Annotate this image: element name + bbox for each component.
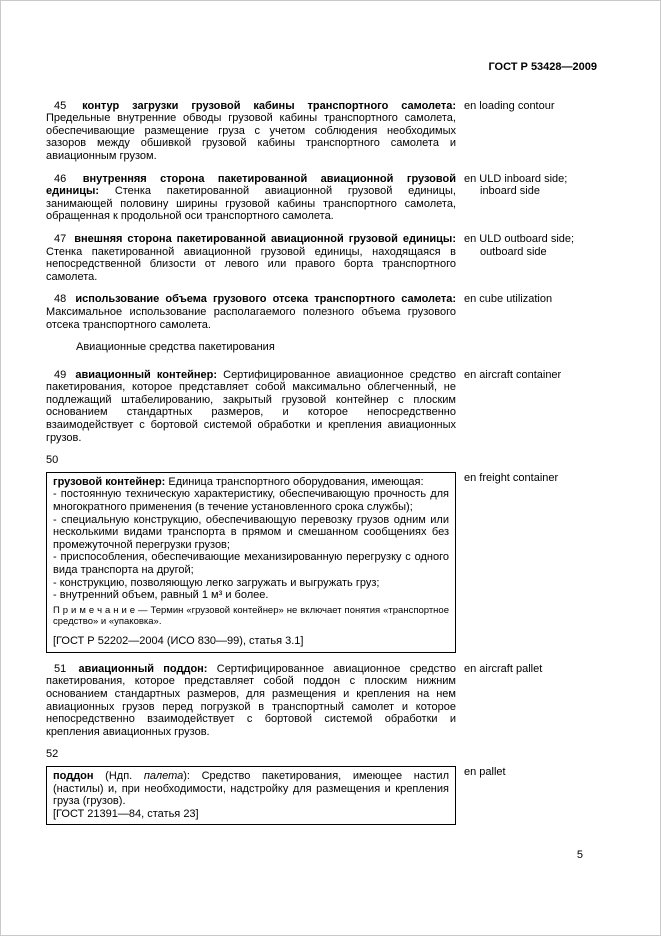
term-title: поддон xyxy=(53,769,94,782)
en-term: en aircraft container xyxy=(464,368,562,381)
term-paragraph xyxy=(46,173,456,223)
term-title: внешняя сторона пакетированной авиационной грузовой единицы: xyxy=(74,232,456,245)
term-paragraph xyxy=(46,233,456,283)
term-paragraph xyxy=(46,369,456,445)
box-term-paragraph xyxy=(53,476,449,489)
term-entry-47 xyxy=(46,233,597,283)
box-source: [ГОСТ 21391—84, статья 23] xyxy=(53,807,199,820)
ndp-term: палета xyxy=(143,769,184,782)
en-term-synonym: outboard side xyxy=(480,245,547,258)
term-definition: Предельные внутренние обводы грузовой кабины транспортного самолета, обеспечивающие размещение груза с учетом соблюдения необходимых зазоров между обшивкой грузовой кабины транспортного самолета и авиационным грузом. xyxy=(46,112,456,162)
box-list-item: - конструкцию, позволяющую легко загружать и выгружать груз; xyxy=(53,576,380,589)
term-entry-48 xyxy=(46,293,597,331)
en-term: en cube utilization xyxy=(464,293,553,306)
doc-id: ГОСТ Р 53428—2009 xyxy=(488,61,597,73)
term-definition: Стенка пакетированной авиационной грузовой единицы, занимающей половину ширины грузовой кабины транспортного самолета, обращенная к продольной оси транспортного самолета. xyxy=(46,185,456,223)
term-entry-46 xyxy=(46,173,597,223)
en-term: en ULD inboard side; xyxy=(464,172,568,185)
term-definition: Сертифицированное авиационное средство пакетирования, которое представляет собой поддон с плоским нижним основанием стандартных размеров, для размещения и крепления на нем авиационных грузов перед погрузкой в транспортный самолет и которое непосредственно взаимодействует с бортовой системой обработки и крепления авиационных грузов. xyxy=(46,662,456,738)
term-number: 47 xyxy=(54,232,67,245)
definition-box xyxy=(46,472,456,653)
term-definition: Сертифицированное авиационное средство пакетирования, которое представляет собой максимально облегченный, не подлежащий штабелированию, закрытый грузовой контейнер с плоским основанием стандартных размеров, и которое непосредственно взаимодействует с бортовой системой обработки и крепления авиационных грузов. xyxy=(46,368,456,444)
term-title: грузовой контейнер: xyxy=(53,475,166,488)
term-title: авиационный поддон: xyxy=(78,662,208,675)
page-number: 5 xyxy=(576,849,583,862)
term-number: 49 xyxy=(54,368,67,381)
term-title: использование объема грузового отсека транспортного самолета: xyxy=(75,293,457,306)
en-term: en freight container xyxy=(464,471,559,484)
en-equivalent xyxy=(464,293,597,306)
box-source: [ГОСТ Р 52202—2004 (ИСО 830—99), статья 3.1] xyxy=(53,635,304,648)
en-equivalent xyxy=(464,100,597,113)
term-title: авиационный контейнер: xyxy=(75,368,218,381)
box-list-item: - постоянную техническую характеристику, обеспечивающую прочность для многократного применения (в течение установленного срока службы); xyxy=(53,488,449,514)
definition-box xyxy=(46,766,456,825)
term-paragraph xyxy=(46,100,456,163)
box-list-item: - приспособления, обеспечивающие механизированную перегрузку с одного вида транспорта на другой; xyxy=(53,551,449,576)
term-entry-51 xyxy=(46,663,597,739)
term-definition: Максимальное использование располагаемого полезного объема грузового отсека транспортного самолета. xyxy=(46,305,456,331)
en-equivalent xyxy=(464,369,597,382)
en-equivalent xyxy=(464,766,597,779)
ndp-prefix: (Ндп. xyxy=(105,769,133,782)
box-term-paragraph xyxy=(53,770,449,808)
en-term: en pallet xyxy=(464,765,506,778)
ndp-label xyxy=(105,770,190,782)
term-number: 46 xyxy=(54,172,67,185)
term-definition: Стенка пакетированной авиационной грузовой единицы, находящаяся в непосредственной близости от левого или правого борта транспортного самолета. xyxy=(46,245,456,283)
term-definition: Средство пакетирования, имеющее настил (настилы) и, при необходимости, надстройку для размещения и крепления груза (грузов). xyxy=(53,769,449,808)
page-content xyxy=(46,61,597,835)
en-equivalent xyxy=(464,472,597,485)
term-entry-52 xyxy=(46,766,597,825)
box-note: П р и м е ч а н и е — Термин «грузовой контейнер» не включает понятия «транспортное средство» и «упаковка». xyxy=(53,604,449,627)
term-number-52: 52 xyxy=(46,748,59,761)
ndp-suffix: ): xyxy=(183,769,190,782)
term-entry-49 xyxy=(46,369,597,445)
term-entry-45 xyxy=(46,100,597,163)
en-equivalent xyxy=(464,663,597,676)
term-title: контур загрузки грузовой кабины транспортного самолета: xyxy=(82,99,457,112)
doc-header xyxy=(46,61,597,74)
en-term: en loading contour xyxy=(464,99,555,112)
term-definition: Единица транспортного оборудования, имеющая: xyxy=(168,475,424,488)
box-list-item: - специальную конструкцию, обеспечивающую перевозку грузов одним или несколькими видами транспорта в прямом и смешанном сообщениях без промежуточной перегрузки грузов; xyxy=(53,513,449,551)
term-paragraph xyxy=(46,293,456,331)
en-term: en aircraft pallet xyxy=(464,662,543,675)
en-equivalent xyxy=(464,173,597,198)
en-term: en ULD outboard side; xyxy=(464,232,575,245)
term-number: 51 xyxy=(54,662,67,675)
en-equivalent xyxy=(464,233,597,258)
box-list-item: - внутренний объем, равный 1 м³ и более. xyxy=(53,589,269,602)
term-number: 48 xyxy=(54,293,67,306)
term-entry-50 xyxy=(46,472,597,653)
term-paragraph xyxy=(46,663,456,739)
en-term-synonym: inboard side xyxy=(480,185,540,198)
section-heading: Авиационные средства пакетирования xyxy=(76,341,275,354)
term-number-50: 50 xyxy=(46,454,59,467)
term-title: внутренняя сторона пакетированной авиационной грузовой единицы: xyxy=(46,172,456,198)
term-number: 45 xyxy=(54,99,67,112)
